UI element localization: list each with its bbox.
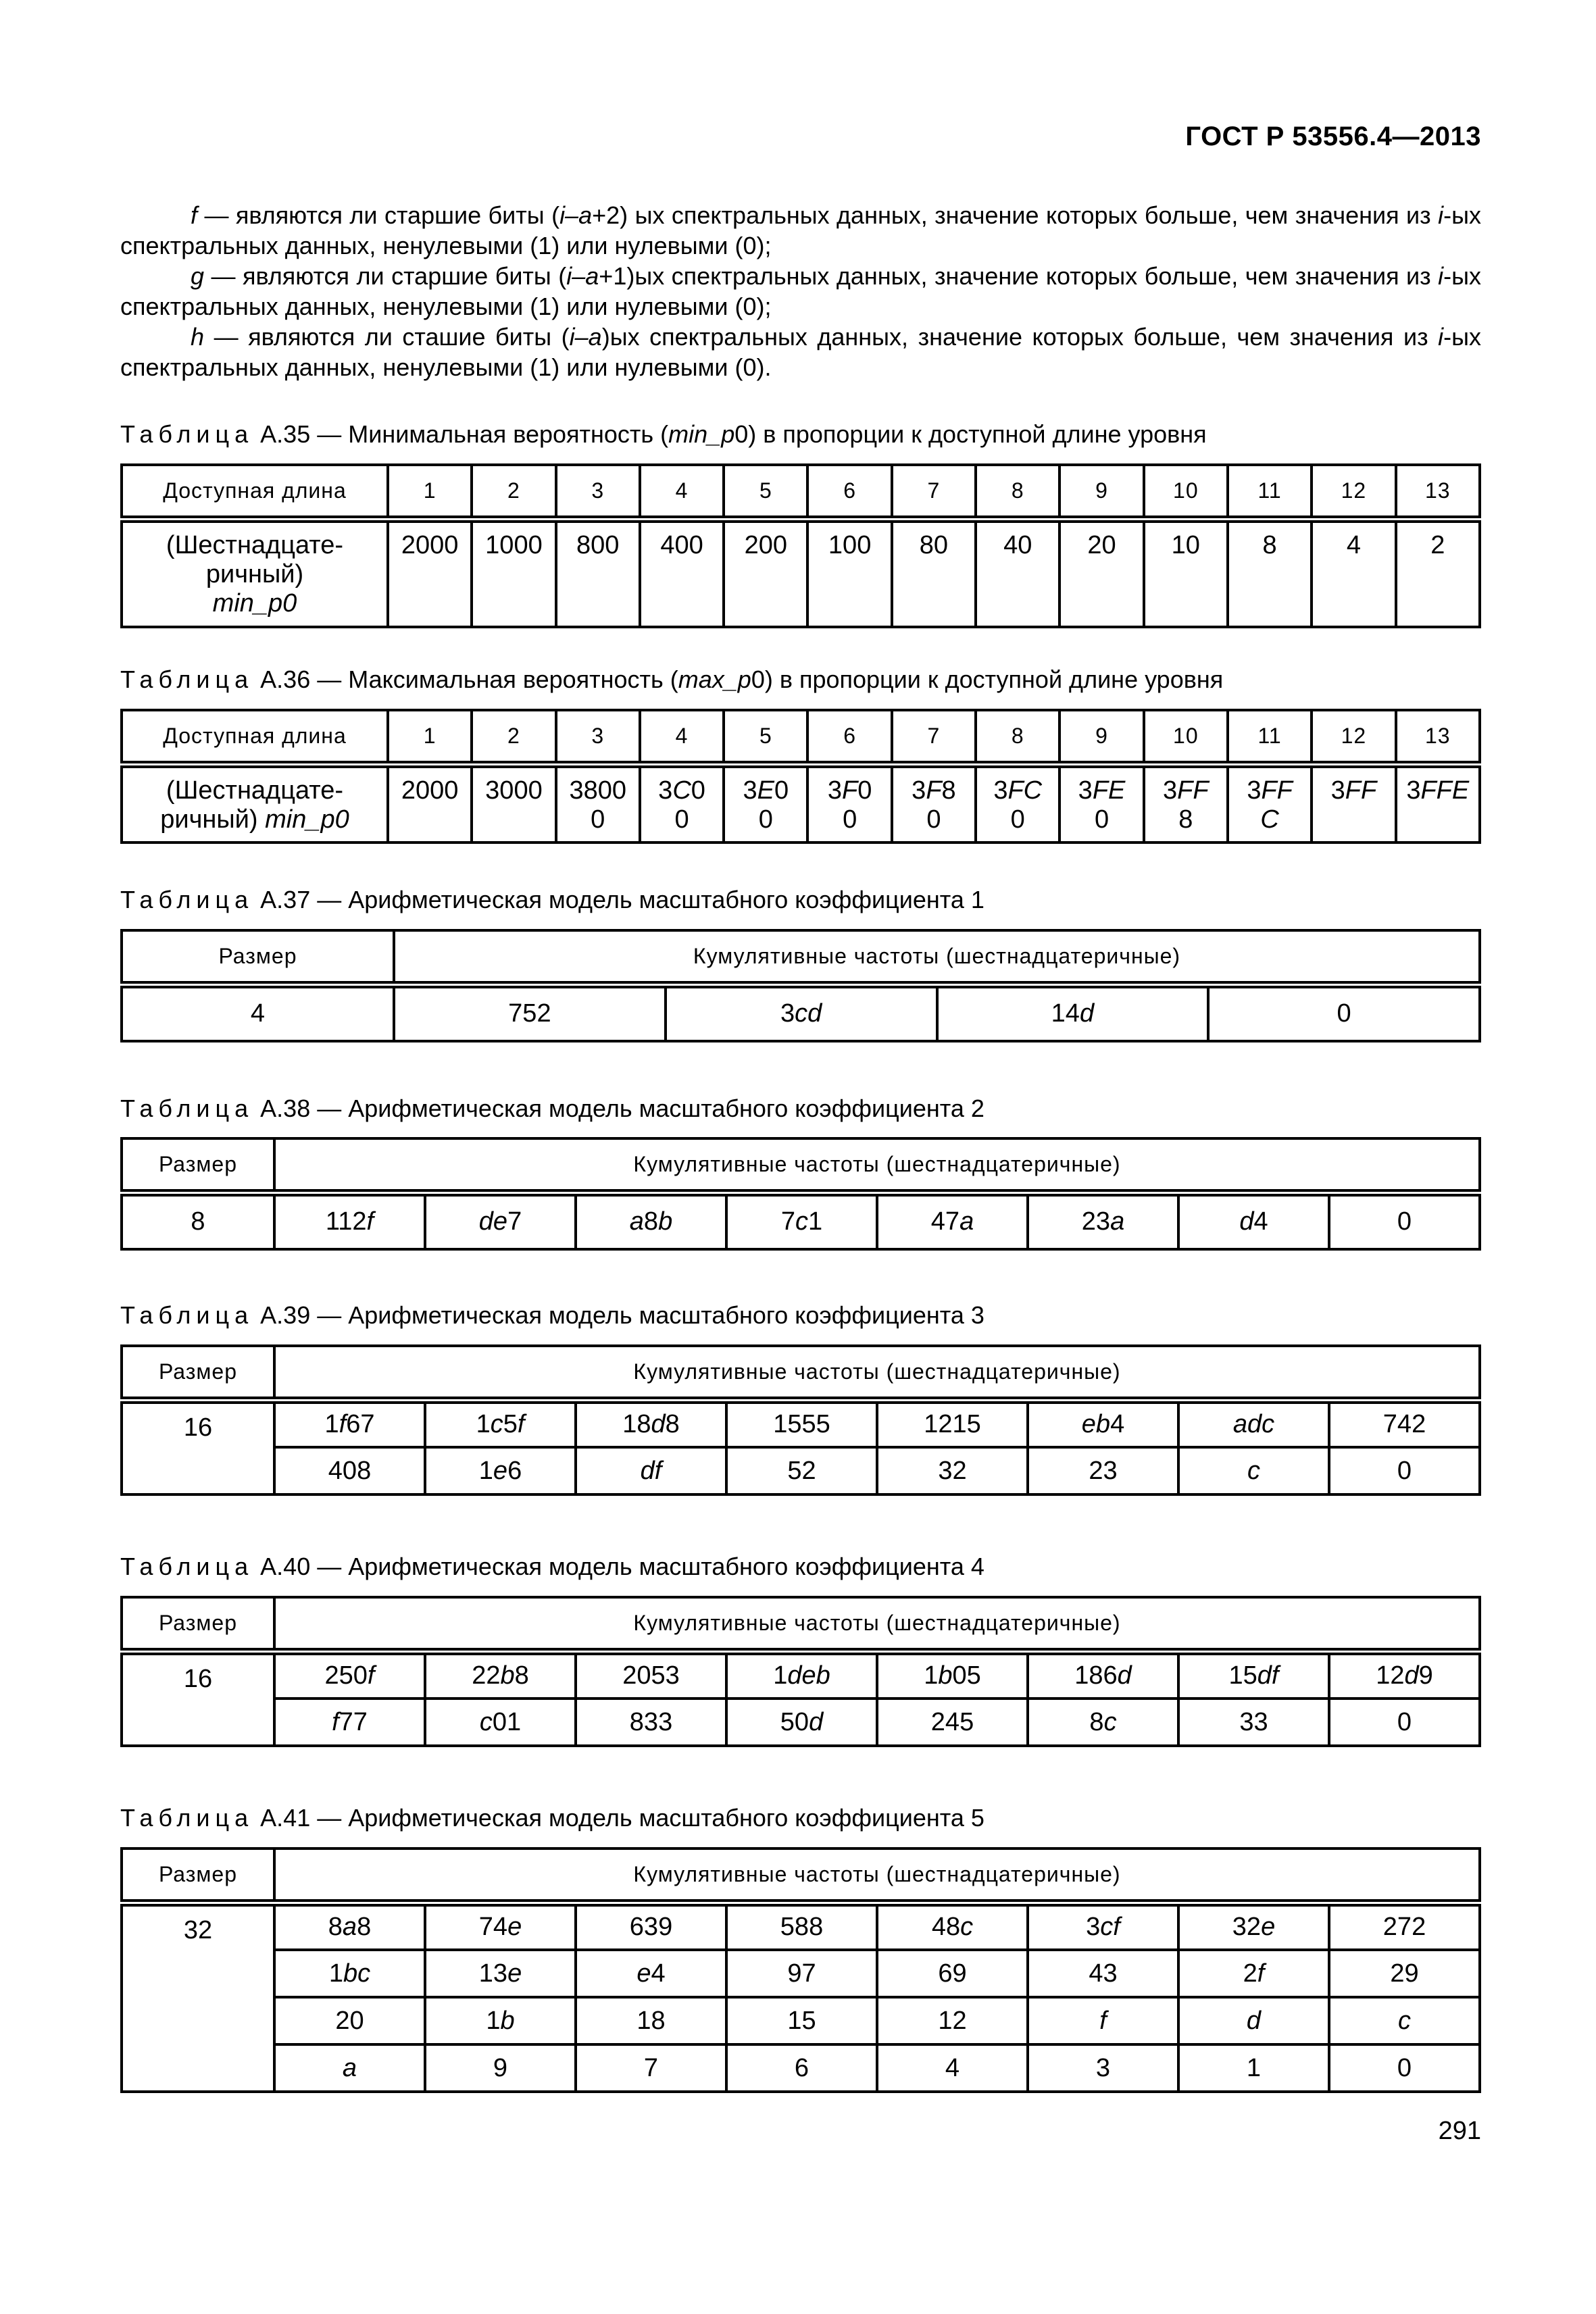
frequency-cell: 1bc [274, 1950, 425, 1997]
frequency-cell: 833 [576, 1699, 726, 1746]
table-a36 [120, 709, 1481, 844]
table-header-row [122, 1138, 1480, 1192]
frequency-cell: 7 [576, 2044, 726, 2092]
frequency-cell: 18 [576, 1997, 726, 2044]
frequency-cell: 0 [1329, 2044, 1480, 2092]
value-cell [388, 764, 472, 842]
caption-a36: Таблица А.36 — Максимальная вероятность (max_p0) в пропорции к доступной длине уровня [120, 665, 1224, 693]
table-row [122, 1950, 1480, 1997]
frequency-cell: 7c1 [726, 1192, 877, 1249]
length-cell: 4 [640, 465, 724, 519]
size-cell: 16 [122, 1651, 274, 1746]
value-line-1: 3800 [569, 776, 627, 805]
value-line-2: 0 [758, 805, 773, 834]
frequency-cell: 1f67 [274, 1400, 425, 1447]
frequency-cell: f77 [274, 1699, 425, 1746]
caption-a40: Таблица А.40 — Арифметическая модель масштабного коэффициента 4 [120, 1553, 984, 1580]
frequency-cell: 0 [1329, 1192, 1480, 1249]
length-cell: 10 [1144, 465, 1228, 519]
length-cell: 9 [1059, 710, 1143, 764]
frequency-cell: 20 [274, 1997, 425, 2044]
frequency-cell: 1 [1178, 2044, 1329, 2092]
value-cell [892, 764, 976, 842]
value-line-1: 3FF [1330, 776, 1377, 805]
frequency-cell: 112f [274, 1192, 425, 1249]
frequency-cell: 1e6 [425, 1447, 576, 1494]
size-header: Размер [122, 930, 394, 984]
size-cell: 8 [122, 1192, 274, 1249]
frequency-cell: d4 [1178, 1192, 1329, 1249]
freq-header: Кумулятивные частоты (шестнадцатеричные) [274, 1848, 1480, 1903]
frequency-cell: 742 [1329, 1400, 1480, 1447]
frequency-cell: 23 [1028, 1447, 1178, 1494]
frequency-cell: f [1028, 1997, 1178, 2044]
frequency-cell: 15df [1178, 1651, 1329, 1699]
value-line-1: 3FE [1078, 776, 1126, 805]
table-row [122, 1903, 1480, 1950]
frequency-cell: 245 [877, 1699, 1028, 1746]
frequency-cell: 23a [1028, 1192, 1178, 1249]
frequency-cell: 13e [425, 1950, 576, 1997]
length-cell: 6 [807, 710, 891, 764]
frequency-cell: 1b05 [877, 1651, 1028, 1699]
frequency-cell: 186d [1028, 1651, 1178, 1699]
frequency-cell: df [576, 1447, 726, 1494]
frequency-cell: 2f [1178, 1950, 1329, 1997]
row-label: (Шестнадцате- ричный) min_p0 [122, 519, 388, 627]
value-cell: 2000 [388, 519, 472, 627]
intro-text [120, 200, 1481, 382]
caption-a39: Таблица А.39 — Арифметическая модель масштабного коэффициента 3 [120, 1301, 984, 1329]
frequency-cell: 752 [394, 984, 666, 1041]
length-cell: 11 [1228, 465, 1312, 519]
length-cell: 1 [388, 710, 472, 764]
frequency-cell: 12 [877, 1997, 1028, 2044]
table-row [122, 764, 1480, 842]
value-line-2: C [1260, 805, 1279, 834]
frequency-cell: 50d [726, 1699, 877, 1746]
value-line-1: 3FFE [1406, 776, 1470, 805]
frequency-cell: 1b [425, 1997, 576, 2044]
frequency-cell: 2053 [576, 1651, 726, 1699]
length-cell: 13 [1396, 710, 1480, 764]
definition-f: f — являются ли старшие биты (i–a+2) ых спектральных данных, значение которых больше, чем значения из i-ых спектральных данных, ненулевыми (1) или нулевыми (0); [120, 201, 1481, 259]
size-cell: 32 [122, 1903, 274, 2092]
value-line-2: 8 [1178, 805, 1193, 834]
definition-g: g — являются ли старшие биты (i–a+1)ых спектральных данных, значение которых больше, чем значения из i-ых спектральных данных, ненулевыми (1) или нулевыми (0); [120, 262, 1481, 320]
value-line-2: 0 [591, 805, 605, 834]
size-header: Размер [122, 1848, 274, 1903]
caption-a38: Таблица А.38 — Арифметическая модель масштабного коэффициента 2 [120, 1095, 984, 1122]
frequency-cell: adc [1178, 1400, 1329, 1447]
frequency-cell: eb4 [1028, 1400, 1178, 1447]
length-cell: 7 [892, 710, 976, 764]
table-row [122, 519, 1480, 627]
table-a41 [120, 1847, 1481, 2093]
length-cell: 9 [1059, 465, 1143, 519]
header-cell: Доступная длина [122, 710, 388, 764]
frequency-cell: 29 [1329, 1950, 1480, 1997]
frequency-cell: 32e [1178, 1903, 1329, 1950]
value-cell [1396, 764, 1480, 842]
frequency-cell: 1deb [726, 1651, 877, 1699]
value-line-1: 3F0 [827, 776, 872, 805]
table-a37 [120, 929, 1481, 1042]
length-cell: 6 [807, 465, 891, 519]
value-cell [640, 764, 724, 842]
value-line-2: 0 [1094, 805, 1109, 834]
header-cell: Доступная длина [122, 465, 388, 519]
table-row [122, 1699, 1480, 1746]
length-cell: 11 [1228, 710, 1312, 764]
frequency-cell: 639 [576, 1903, 726, 1950]
freq-header: Кумулятивные частоты (шестнадцатеричные) [274, 1597, 1480, 1651]
frequency-cell: 250f [274, 1651, 425, 1699]
frequency-cell: 8c [1028, 1699, 1178, 1746]
frequency-cell: 97 [726, 1950, 877, 1997]
frequency-cell: 14d [937, 984, 1209, 1041]
frequency-cell: 0 [1329, 1447, 1480, 1494]
value-line-2: 0 [843, 805, 857, 834]
frequency-cell: 3 [1028, 2044, 1178, 2092]
frequency-cell: 18d8 [576, 1400, 726, 1447]
value-line-2: 0 [1010, 805, 1025, 834]
value-line-1: 3E0 [743, 776, 789, 805]
frequency-cell: 74e [425, 1903, 576, 1950]
frequency-cell: 9 [425, 2044, 576, 2092]
length-cell: 8 [976, 710, 1059, 764]
size-cell: 16 [122, 1400, 274, 1494]
page-number: 291 [1438, 2117, 1481, 2145]
value-cell [807, 764, 891, 842]
frequency-cell: 6 [726, 2044, 877, 2092]
value-line-2: 0 [674, 805, 689, 834]
value-cell [724, 764, 807, 842]
frequency-cell: 47a [877, 1192, 1028, 1249]
frequency-cell: 12d9 [1329, 1651, 1480, 1699]
length-cell: 10 [1144, 710, 1228, 764]
value-line-1: 3FF [1163, 776, 1209, 805]
frequency-cell: 43 [1028, 1950, 1178, 1997]
length-cell: 12 [1312, 710, 1395, 764]
frequency-cell: 48c [877, 1903, 1028, 1950]
caption-a41: Таблица А.41 — Арифметическая модель масштабного коэффициента 5 [120, 1804, 984, 1832]
value-cell [1144, 764, 1228, 842]
table-header-row [122, 1597, 1480, 1651]
value-line-1: 3FC [993, 776, 1043, 805]
value-cell: 1000 [472, 519, 555, 627]
table-header-row [122, 1848, 1480, 1903]
length-cell: 3 [556, 465, 640, 519]
frequency-cell: 22b8 [425, 1651, 576, 1699]
document-code: ГОСТ Р 53556.4—2013 [1185, 122, 1481, 151]
table-a35 [120, 463, 1481, 628]
table-a38 [120, 1137, 1481, 1251]
table-row [122, 1400, 1480, 1447]
table-header-row [122, 930, 1480, 984]
frequency-cell: d [1178, 1997, 1329, 2044]
row-label: (Шестнадцате- ричный) min_p0 [122, 764, 388, 842]
frequency-cell: 4 [877, 2044, 1028, 2092]
frequency-cell: 1215 [877, 1400, 1028, 1447]
table-header-row [122, 465, 1480, 519]
value-cell: 800 [556, 519, 640, 627]
size-header: Размер [122, 1597, 274, 1651]
frequency-cell: c [1178, 1447, 1329, 1494]
table-header-row [122, 1346, 1480, 1400]
frequency-cell: 0 [1208, 984, 1480, 1041]
value-cell: 8 [1228, 519, 1312, 627]
frequency-cell: 1c5f [425, 1400, 576, 1447]
length-cell: 13 [1396, 465, 1480, 519]
length-cell: 2 [472, 710, 555, 764]
caption-a35: Таблица А.35 — Минимальная вероятность (min_p0) в пропорции к доступной длине уровня [120, 420, 1207, 448]
value-line-1: 3000 [485, 776, 543, 805]
value-line-2: 0 [926, 805, 941, 834]
freq-header: Кумулятивные частоты (шестнадцатеричные) [274, 1346, 1480, 1400]
value-line-1: 3FF [1247, 776, 1293, 805]
frequency-cell: a [274, 2044, 425, 2092]
size-header: Размер [122, 1138, 274, 1192]
frequency-cell: de7 [425, 1192, 576, 1249]
length-cell: 5 [724, 710, 807, 764]
frequency-cell: 15 [726, 1997, 877, 2044]
value-line-1: 3F8 [912, 776, 956, 805]
value-cell: 20 [1059, 519, 1143, 627]
table-row [122, 2044, 1480, 2092]
table-row [122, 1997, 1480, 2044]
freq-header: Кумулятивные частоты (шестнадцатеричные) [394, 930, 1480, 984]
value-cell [976, 764, 1059, 842]
frequency-cell: 588 [726, 1903, 877, 1950]
frequency-cell: 52 [726, 1447, 877, 1494]
length-cell: 12 [1312, 465, 1395, 519]
frequency-cell: 3cd [666, 984, 937, 1041]
table-row [122, 1447, 1480, 1494]
length-cell: 3 [556, 710, 640, 764]
table-row [122, 1192, 1480, 1249]
freq-header: Кумулятивные частоты (шестнадцатеричные) [274, 1138, 1480, 1192]
length-cell: 2 [472, 465, 555, 519]
frequency-cell: 272 [1329, 1903, 1480, 1950]
table-header-row [122, 710, 1480, 764]
size-header: Размер [122, 1346, 274, 1400]
frequency-cell: 32 [877, 1447, 1028, 1494]
frequency-cell: c01 [425, 1699, 576, 1746]
value-cell [1059, 764, 1143, 842]
length-cell: 8 [976, 465, 1059, 519]
length-cell: 1 [388, 465, 472, 519]
length-cell: 5 [724, 465, 807, 519]
frequency-cell: 408 [274, 1447, 425, 1494]
frequency-cell: a8b [576, 1192, 726, 1249]
value-cell: 200 [724, 519, 807, 627]
value-cell [1228, 764, 1312, 842]
caption-a37: Таблица А.37 — Арифметическая модель масштабного коэффициента 1 [120, 886, 984, 913]
table-row [122, 1651, 1480, 1699]
value-cell: 80 [892, 519, 976, 627]
value-line-1: 3C0 [658, 776, 705, 805]
value-cell: 400 [640, 519, 724, 627]
value-cell: 4 [1312, 519, 1395, 627]
length-cell: 4 [640, 710, 724, 764]
frequency-cell: 3cf [1028, 1903, 1178, 1950]
table-a40 [120, 1596, 1481, 1747]
frequency-cell: 69 [877, 1950, 1028, 1997]
value-line-1: 2000 [401, 776, 459, 805]
frequency-cell: 33 [1178, 1699, 1329, 1746]
frequency-cell: 8a8 [274, 1903, 425, 1950]
value-cell [1312, 764, 1395, 842]
value-cell [472, 764, 555, 842]
value-cell: 100 [807, 519, 891, 627]
frequency-cell: e4 [576, 1950, 726, 1997]
size-cell: 4 [122, 984, 394, 1041]
table-a39 [120, 1344, 1481, 1496]
table-row [122, 984, 1480, 1041]
frequency-cell: 1555 [726, 1400, 877, 1447]
value-cell: 2 [1396, 519, 1480, 627]
value-cell: 10 [1144, 519, 1228, 627]
value-cell [556, 764, 640, 842]
definition-h: h — являются ли сташие биты (i–a)ых спектральных данных, значение которых больше, чем значения из i-ых спектральных данных, ненулевыми (1) или нулевыми (0). [120, 323, 1481, 381]
frequency-cell: c [1329, 1997, 1480, 2044]
length-cell: 7 [892, 465, 976, 519]
value-cell: 40 [976, 519, 1059, 627]
frequency-cell: 0 [1329, 1699, 1480, 1746]
